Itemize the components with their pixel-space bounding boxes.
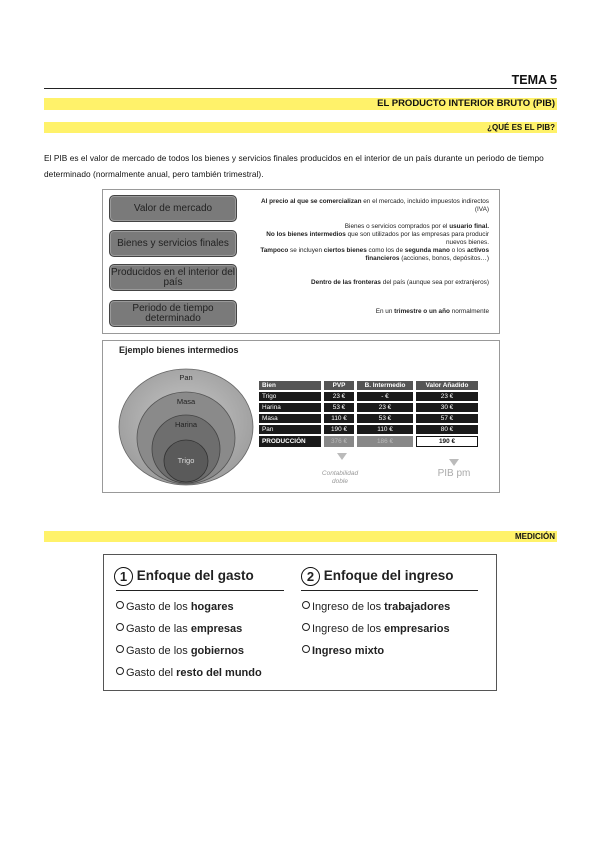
table-total-cell: 376 € (324, 436, 354, 447)
definition-label-periodo: Periodo de tiempo determinado (109, 300, 237, 327)
table-cell: 23 € (324, 392, 354, 401)
circle-bullet-icon (116, 667, 124, 675)
table-cell: 110 € (357, 425, 413, 434)
table-total-cell: PRODUCCIÓN (259, 436, 321, 447)
table-header: Bien (259, 381, 321, 390)
table-cell: Pan (259, 425, 321, 434)
list-item-bold: Ingreso mixto (312, 645, 385, 657)
chapter-title: EL PRODUCTO INTERIOR BRUTO (PIB) (44, 98, 557, 110)
list-item-text: Gasto de los (126, 601, 191, 613)
circle-bullet-icon (302, 601, 310, 609)
medicion-box (103, 554, 497, 691)
table-body (259, 392, 478, 447)
table-cell: 23 € (416, 392, 478, 401)
table-cell: 53 € (324, 403, 354, 412)
table-cell: 57 € (416, 414, 478, 423)
circle-bullet-icon (116, 645, 124, 653)
section-title-medicion: MEDICIÓN (44, 531, 557, 542)
arrow-pib (449, 459, 459, 466)
list-item-text: Ingreso de los (312, 601, 385, 613)
table-cell: Trigo (259, 392, 321, 401)
circle-bullet-icon (302, 623, 310, 631)
list-item-text: Gasto de las (126, 623, 191, 635)
circle-bullet-icon (302, 645, 310, 653)
number-two-badge: 2 (301, 567, 320, 586)
tema-label: TEMA 5 (511, 73, 557, 87)
list-item (302, 601, 450, 613)
arrow-contabilidad (337, 453, 347, 460)
definition-desc-bienes: Bienes o servicios comprados por el usuario final. No los bienes intermedios que son utilizados por las empresas para producir nuevos bienes. Tampoco se incluyen ciertos bienes como los de segunda mano o los activos financieros (acciones, bonos, depósitos…) (260, 223, 489, 262)
definition-desc-valor: Al precio al que se comercializan en el mercado, incluido impuestos indirectos (IVA) (260, 198, 489, 213)
circle-label-pan: Pan (179, 373, 193, 382)
number-one-badge: 1 (114, 567, 133, 586)
definition-desc-producidos: Dentro de las fronteras del país (aunque sea por extranjeros) (311, 279, 489, 286)
definition-label-producidos: Producidos en el interior del país (109, 264, 237, 291)
list-item-bold: hogares (190, 601, 234, 613)
table-total-cell: 186 € (357, 436, 413, 447)
example-title: Ejemplo bienes intermedios (119, 345, 239, 355)
nested-circles (111, 359, 261, 489)
list-item-bold: empresarios (384, 623, 450, 635)
header-rule (44, 88, 557, 89)
table-cell: - € (357, 392, 413, 401)
table-row (259, 392, 478, 401)
definition-diagram (102, 189, 500, 334)
list-item-bold: trabajadores (384, 601, 451, 613)
list-item-text: Gasto de los (126, 645, 191, 657)
list-item (302, 623, 450, 635)
table-cell: 23 € (357, 403, 413, 412)
heading-gasto (114, 567, 254, 586)
table-header: B. Intermedio (357, 381, 413, 390)
note-pib: PIB pm (437, 468, 471, 479)
example-diagram (102, 340, 500, 493)
list-item-bold: resto del mundo (176, 667, 262, 679)
list-item (116, 645, 244, 657)
definition-desc-periodo: En un trimestre o un año normalmente (375, 308, 489, 315)
table-cell: 190 € (324, 425, 354, 434)
circle-label-harina: Harina (174, 420, 198, 429)
table-row (259, 414, 478, 423)
list-item (116, 623, 242, 635)
list-item-bold: empresas (190, 623, 243, 635)
table-cell: Harina (259, 403, 321, 412)
table-row (259, 425, 478, 434)
heading-ingreso-text: Enfoque del ingreso (323, 568, 454, 584)
list-item (116, 667, 262, 679)
list-item-text: Ingreso de los (312, 623, 385, 635)
section-title-que-es: ¿QUÉ ES EL PIB? (44, 122, 557, 133)
table-cell: 110 € (324, 414, 354, 423)
heading-rule-ingreso (301, 590, 478, 591)
table-cell: Masa (259, 414, 321, 423)
heading-gasto-text: Enfoque del gasto (136, 568, 254, 584)
circle-bullet-icon (116, 623, 124, 631)
circle-bullet-icon (116, 601, 124, 609)
table-row (259, 403, 478, 412)
note-contabilidad: Contabilidad doble (321, 470, 359, 485)
table-cell: 30 € (416, 403, 478, 412)
list-item (116, 601, 234, 613)
list-item (302, 645, 384, 657)
table-cell: 80 € (416, 425, 478, 434)
circle-label-masa: Masa (176, 397, 196, 406)
list-item-text: Gasto del (126, 667, 177, 679)
definition-label-bienes: Bienes y servicios finales (109, 230, 237, 257)
heading-rule-gasto (116, 590, 284, 591)
table-header: Valor Añadido (416, 381, 478, 390)
circle-label-trigo: Trigo (177, 456, 195, 465)
table-header: PVP (324, 381, 354, 390)
table-total-row (259, 436, 478, 447)
definition-label-valor: Valor de mercado (109, 195, 237, 222)
heading-ingreso (301, 567, 454, 586)
table-cell: 53 € (357, 414, 413, 423)
intermediate-table (256, 379, 481, 449)
table-total-cell: 190 € (416, 436, 478, 447)
list-item-bold: gobiernos (190, 645, 244, 657)
intro-paragraph: El PIB es el valor de mercado de todos los bienes y servicios finales producidos en el interior de un país durante un periodo de tiempo determinado (normalmente anual, pero también trimestral). (44, 153, 544, 179)
